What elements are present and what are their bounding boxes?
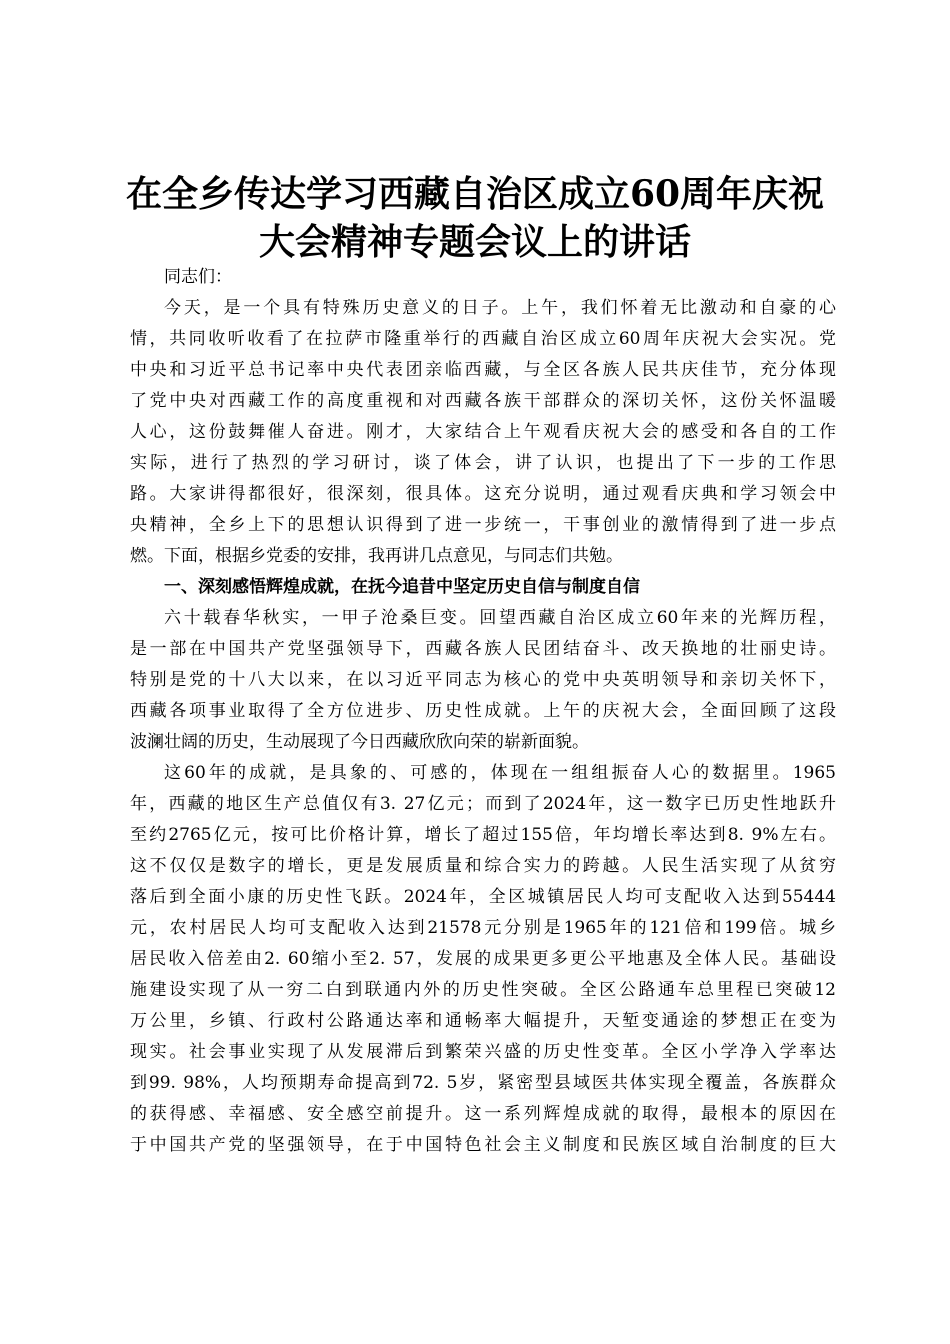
paragraph-line: 这60年的成就，是具象的、可感的，体现在一组组振奋人心的数据里。1965 <box>164 763 836 783</box>
paragraph-line: 现实。社会事业实现了从发展滞后到繁荣兴盛的历史性变革。全区小学净入学率达 <box>130 1042 836 1062</box>
paragraph-line: 是一部在中国共产党坚强领导下，西藏各族人民团结奋斗、改天换地的壮丽史诗。 <box>130 639 836 659</box>
paragraph-line: 实际，进行了热烈的学习研讨，谈了体会，讲了认识，也提出了下一步的工作思 <box>130 453 836 473</box>
paragraph-line: 今天，是一个具有特殊历史意义的日子。上午，我们怀着无比激动和自豪的心 <box>164 298 836 318</box>
paragraph-line: 到99. 98%，人均预期寿命提高到72. 5岁，紧密型县域医共体实现全覆盖，各族群众 <box>130 1073 836 1093</box>
paragraph-line: 人心，这份鼓舞催人奋进。刚才，大家结合上午观看庆祝大会的感受和各自的工作 <box>130 422 836 442</box>
paragraph-line: 西藏各项事业取得了全方位进步、历史性成就。上午的庆祝大会，全面回顾了这段 <box>130 701 836 721</box>
document-title-line-1: 在全乡传达学习西藏自治区成立60周年庆祝 <box>125 173 825 215</box>
paragraph-line: 施建设实现了从一穷二白到联通内外的历史性突破。全区公路通车总里程已突破12 <box>130 980 836 1000</box>
document-title-line-2: 大会精神专题会议上的讲话 <box>258 221 691 263</box>
paragraph-line: 路。大家讲得都很好，很深刻，很具体。这充分说明，通过观看庆典和学习领会中 <box>130 484 836 504</box>
paragraph-line: 至约2765亿元，按可比价格计算，增长了超过155倍，年均增长率达到8. 9%左右。 <box>130 825 836 845</box>
paragraph-line: 元，农村居民人均可支配收入达到21578元分别是1965年的121倍和199倍。城乡 <box>130 918 836 938</box>
paragraph-line: 万公里，乡镇、行政村公路通达率和通畅率大幅提升，天堑变通途的梦想正在变为 <box>130 1011 836 1031</box>
paragraph-line: 燃。下面，根据乡党委的安排，我再讲几点意见，与同志们共勉。 <box>130 546 623 566</box>
section-heading: 一、深刻感悟辉煌成就，在抚今追昔中坚定历史自信与制度自信 <box>164 577 640 597</box>
paragraph-line: 这不仅仅是数字的增长，更是发展质量和综合实力的跨越。人民生活实现了从贫穷 <box>130 856 836 876</box>
paragraph-line: 于中国共产党的坚强领导，在于中国特色社会主义制度和民族区域自治制度的巨大 <box>130 1135 836 1155</box>
paragraph-line: 居民收入倍差由2. 60缩小至2. 57，发展的成果更多更公平地惠及全体人民。基础设 <box>130 949 836 969</box>
paragraph-line: 年，西藏的地区生产总值仅有3. 27亿元；而到了2024年，这一数字已历史性地跃升 <box>130 794 836 814</box>
paragraph-line: 情，共同收听收看了在拉萨市隆重举行的西藏自治区成立60周年庆祝大会实况。党 <box>130 329 836 349</box>
paragraph-line: 特别是党的十八大以来，在以习近平同志为核心的党中央英明领导和亲切关怀下， <box>130 670 836 690</box>
paragraph-line: 中央和习近平总书记率中央代表团亲临西藏，与全区各族人民共庆佳节，充分体现 <box>130 360 836 380</box>
salutation: 同志们： <box>164 267 232 287</box>
paragraph-line: 央精神，全乡上下的思想认识得到了进一步统一，干事创业的激情得到了进一步点 <box>130 515 836 535</box>
paragraph-line: 落后到全面小康的历史性飞跃。2024年，全区城镇居民人均可支配收入达到55444 <box>130 887 836 907</box>
paragraph-line: 了党中央对西藏工作的高度重视和对西藏各族干部群众的深切关怀，这份关怀温暖 <box>130 391 836 411</box>
paragraph-line: 六十载春华秋实，一甲子沧桑巨变。回望西藏自治区成立60年来的光辉历程， <box>164 608 836 628</box>
paragraph-line: 的获得感、幸福感、安全感空前提升。这一系列辉煌成就的取得，最根本的原因在 <box>130 1104 836 1124</box>
paragraph-line: 波澜壮阔的历史，生动展现了今日西藏欣欣向荣的崭新面貌。 <box>130 732 589 752</box>
